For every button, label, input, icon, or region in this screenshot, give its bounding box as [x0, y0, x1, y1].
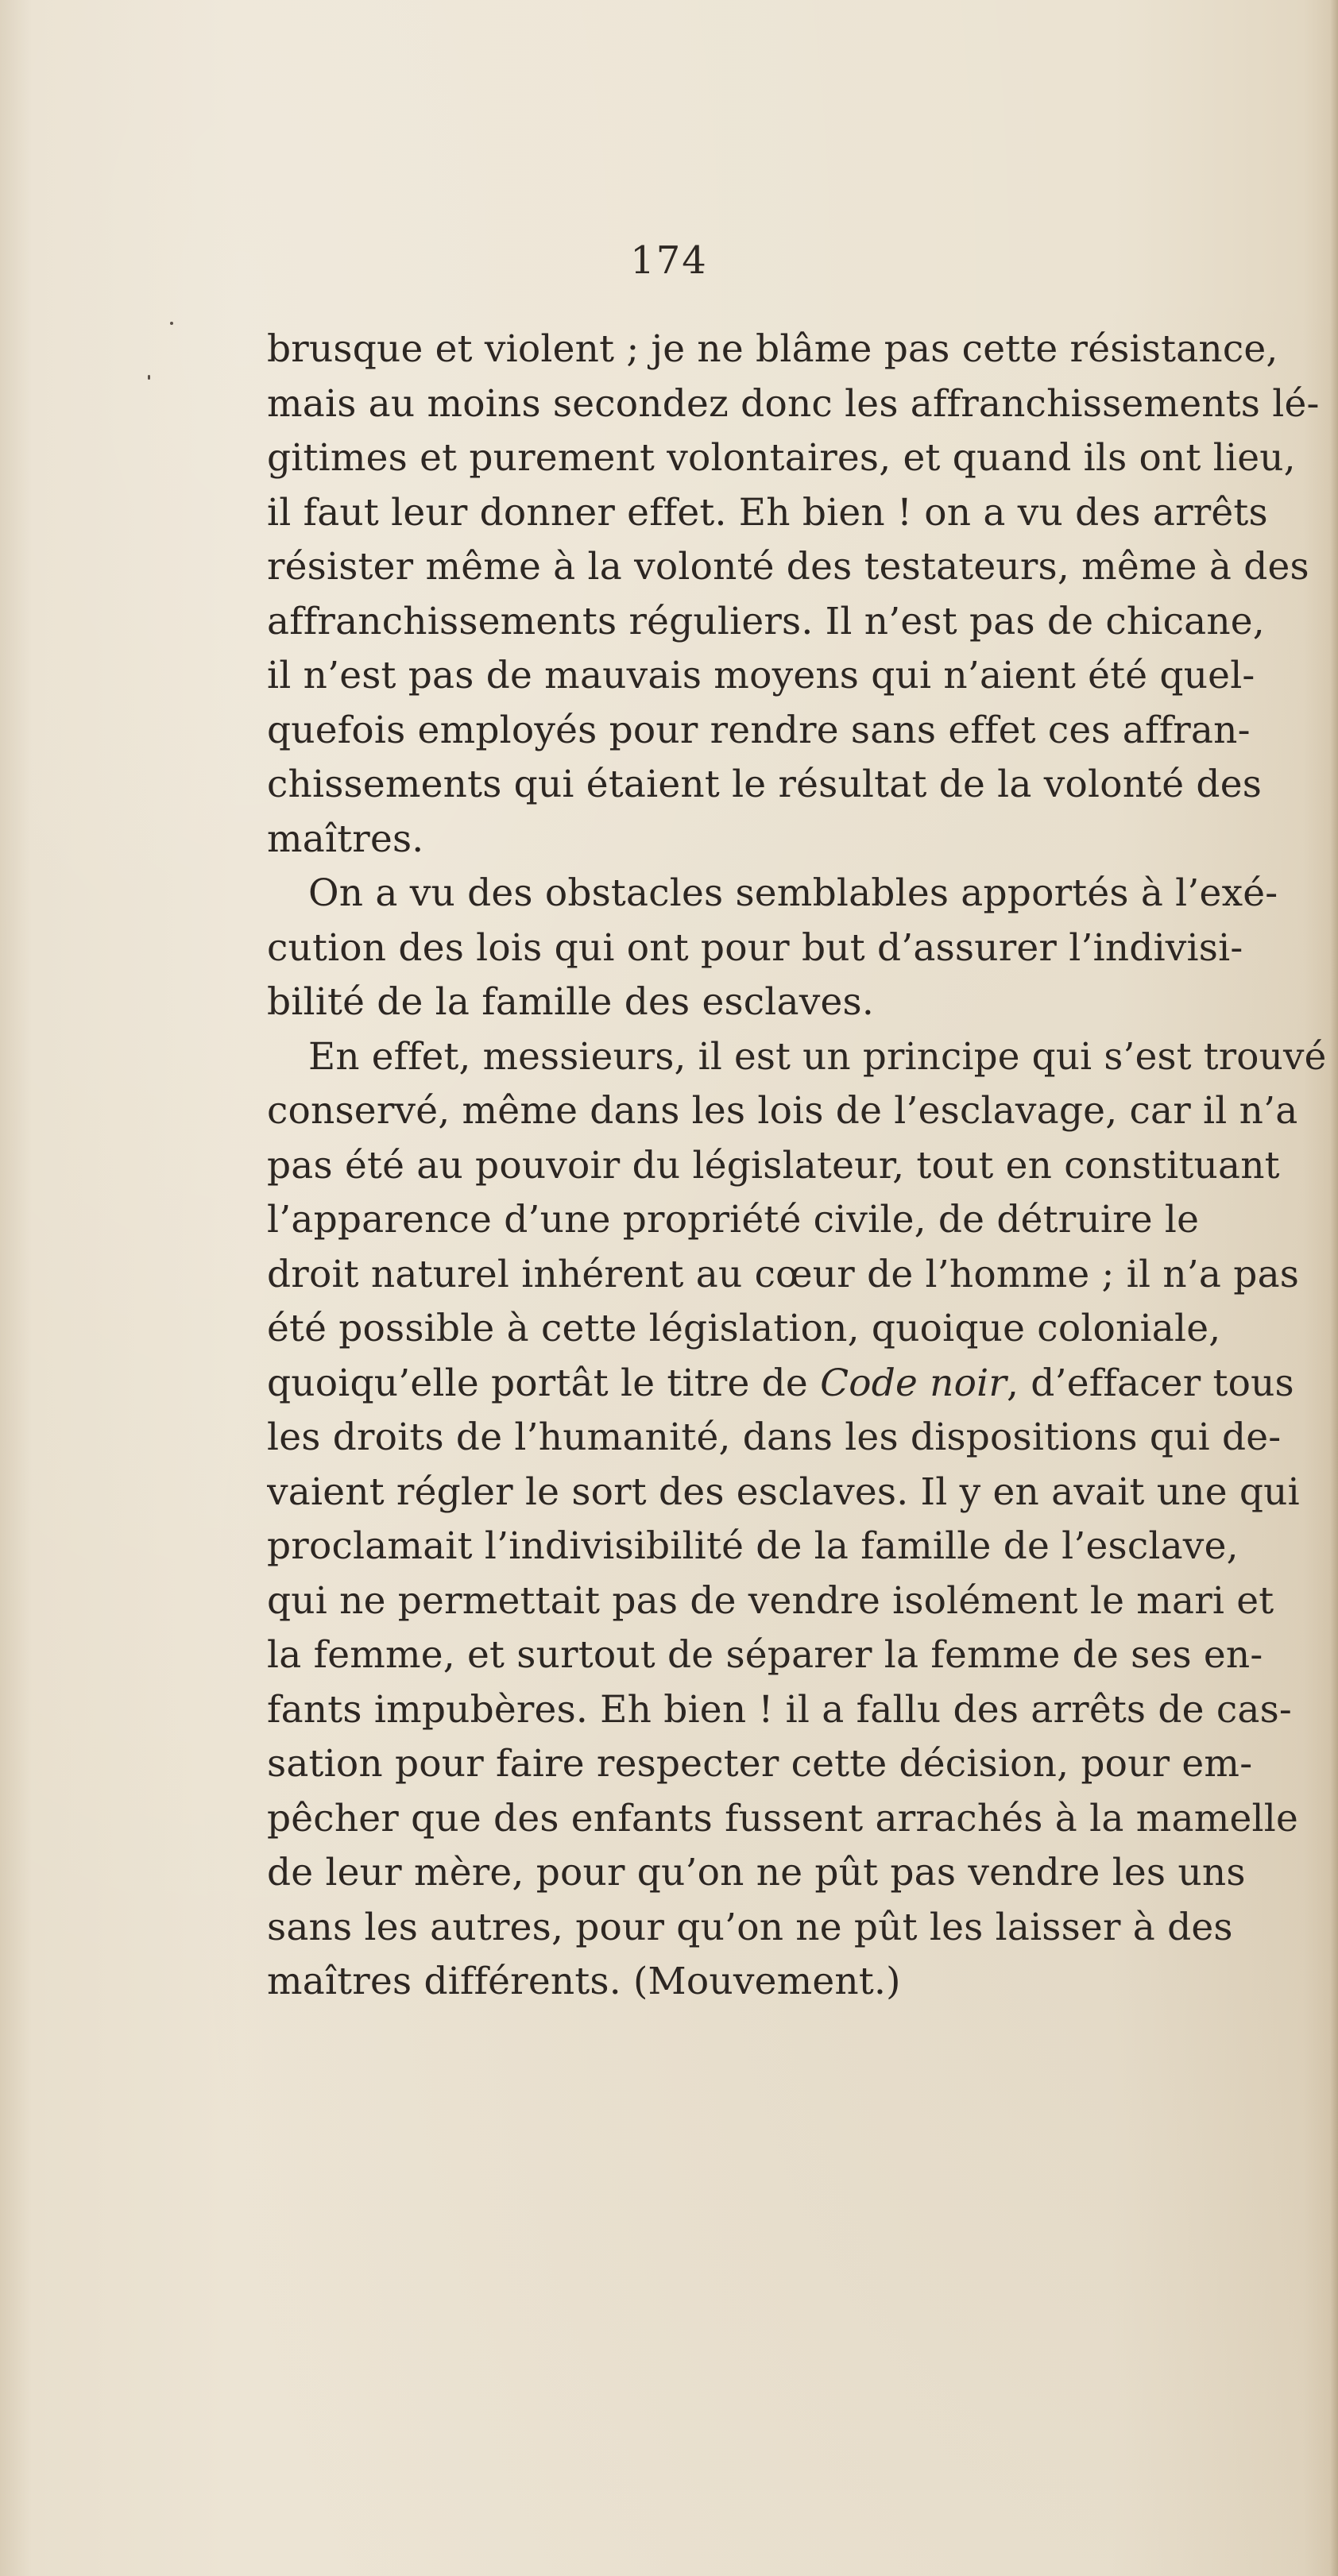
text-line: été possible à cette législation, quoique coloniale,	[267, 1307, 1221, 1350]
text-line: proclamait l’indivisibilité de la famille de l’esclave,	[267, 1524, 1239, 1568]
text-line: On a vu des obstacles semblables apportés à l’exé-	[308, 871, 1278, 915]
text-line: cution des lois qui ont pour but d’assurer l’indivisi-	[267, 925, 1243, 970]
text-line: fants impubères. Eh bien ! il a fallu des arrêts de cas-	[267, 1687, 1292, 1732]
italic-title: Code noir	[820, 1361, 1007, 1405]
text-line: chissements qui étaient le résultat de la volonté des	[267, 763, 1263, 806]
page-number: 174	[630, 238, 708, 283]
text-line: gitimes et purement volontaires, et quand ils ont lieu,	[267, 436, 1296, 480]
text-line: conservé, même dans les lois de l’esclavage, car il n’a	[267, 1089, 1298, 1133]
text-line: droit naturel inhérent au cœur de l’homme ; il n’a pas	[267, 1252, 1300, 1296]
text-line: mais au moins secondez donc les affranchissements lé-	[267, 381, 1320, 426]
text-line: de leur mère, pour qu’on ne pût pas vendre les uns	[267, 1851, 1246, 1894]
text-line: sation pour faire respecter cette décision, pour em-	[267, 1742, 1253, 1786]
text-line: il n’est pas de mauvais moyens qui n’aient été quel-	[267, 654, 1255, 697]
text-line: maîtres différents. (Mouvement.)	[267, 1960, 901, 2003]
text-line: les droits de l’humanité, dans les dispositions qui de-	[267, 1415, 1282, 1459]
text-line: quefois employés pour rendre sans effet ces affran-	[267, 708, 1251, 752]
text-line: vaient régler le sort des esclaves. Il y en avait une qui	[267, 1470, 1300, 1514]
text-line: affranchissements réguliers. Il n’est pas de chicane,	[267, 599, 1265, 643]
text-line: brusque et violent ; je ne blâme pas cette résistance,	[267, 327, 1278, 371]
text-line: il faut leur donner effet. Eh bien ! on a vu des arrêts	[267, 490, 1268, 535]
ink-speck	[148, 375, 150, 380]
text-line: pas été au pouvoir du législateur, tout en constituant	[267, 1143, 1280, 1188]
ink-speck	[170, 322, 173, 325]
text-line: maîtres.	[267, 817, 424, 861]
text-line: la femme, et surtout de séparer la femme de ses en-	[267, 1633, 1263, 1677]
text-line: En effet, messieurs, il est un principe qui s’est trouvé	[308, 1035, 1327, 1079]
page-edge-shadow	[1330, 0, 1338, 2576]
text-line: qui ne permettait pas de vendre isolément le mari et	[267, 1578, 1274, 1623]
text-line: l’apparence d’une propriété civile, de détruire le	[267, 1198, 1200, 1242]
text-line: résister même à la volonté des testateurs, même à des	[267, 545, 1309, 589]
text-line: quoiqu’elle portât le titre de Code noir, d’effacer tous	[267, 1361, 1294, 1405]
text-line: sans les autres, pour qu’on ne pût les laisser à des	[267, 1905, 1233, 1949]
body-text	[267, 322, 1327, 2010]
text-line: pêcher que des enfants fussent arrachés à la mamelle	[267, 1796, 1298, 1840]
text-line: bilité de la famille des esclaves.	[267, 980, 874, 1024]
